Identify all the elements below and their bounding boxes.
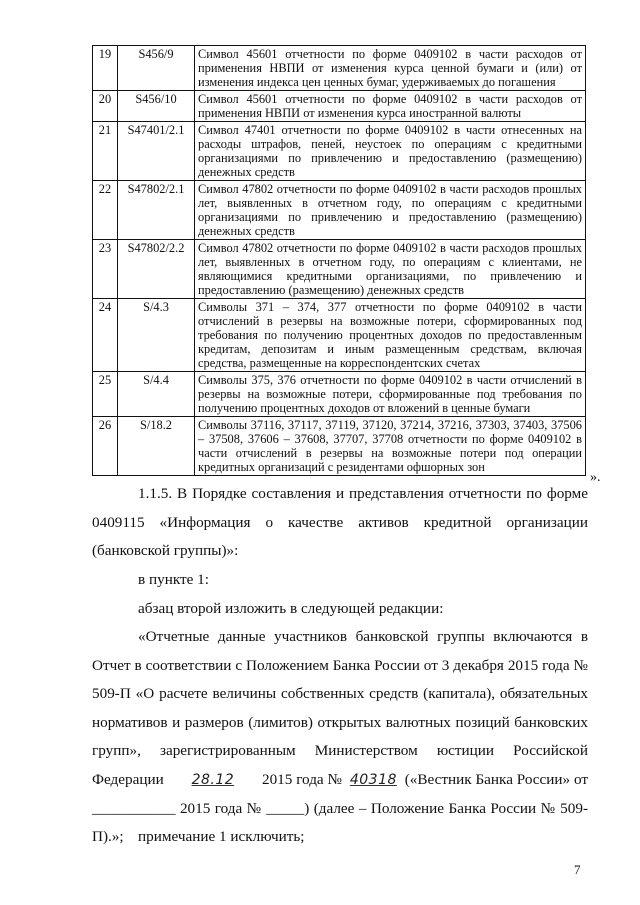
row-description: Символы 375, 376 отчетности по форме 0409102 в части отчислений в резервы на возможные потери, сформированные под требования по получению процентных доходов от вложений в ценные бумаги — [195, 372, 586, 417]
row-number: 21 — [93, 122, 118, 181]
table-row — [93, 240, 586, 299]
paragraph-note-1: примечание 1 исключить; — [138, 828, 305, 845]
quote-text-part-3: («Вестник Банка России» от ___________ 2015 года № _____) (далее – Положение Банка России № 509-П).»; — [92, 770, 588, 846]
handwritten-registration-number: 40318 — [349, 771, 397, 788]
row-description: Символы 371 – 374, 377 отчетности по форме 0409102 в части отчислений в резервы на возможные потери, сформированных под требования по получению процентных доходов по предоставленным кредитам, депозитам и иным размещенным средствам, включая средства, размещенные на корреспондентских счетах — [195, 299, 586, 372]
accounts-table-body — [93, 46, 586, 476]
row-description: Символ 47802 отчетности по форме 0409102 в части расходов прошлых лет, выявленных в отчетном году, по операциям с клиентами, не являющимися кредитными организациями, по привлечению и предоставлению (размещению) денежных средств — [195, 240, 586, 299]
row-description: Символы 37116, 37117, 37119, 37120, 37214, 37216, 37303, 37403, 37506 – 37508, 37606 – 37608, 37707, 37708 отчетности по форме 0409102 в части отчислений в резервы на возможные потери под операции кредитных организаций с резидентами офшорных зон — [195, 417, 586, 476]
handwritten-date: 28.12 — [191, 771, 235, 788]
page-number: 7 — [574, 862, 581, 877]
quote-text-part-2: 2015 года № — [258, 770, 346, 788]
row-code: S456/10 — [118, 91, 195, 122]
row-number: 23 — [93, 240, 118, 299]
table-row — [93, 91, 586, 122]
row-number: 24 — [93, 299, 118, 372]
row-description: Символ 47802 отчетности по форме 0409102 в части расходов прошлых лет, выявленных в отчетном году, по операциям с кредитными организациями по привлечению и предоставлению (размещению) денежных средств — [195, 181, 586, 240]
table-row — [93, 122, 586, 181]
row-description: Символ 47401 отчетности по форме 0409102 в части отнесенных на расходы штрафов, пеней, неустоек по операциям с кредитными организациями по привлечению и предоставлению (размещению) денежных средств — [195, 122, 586, 181]
row-code: S456/9 — [118, 46, 195, 91]
row-code: S47802/2.1 — [118, 181, 195, 240]
row-number: 26 — [93, 417, 118, 476]
paragraph-1-1-5: 1.1.5. В Порядке составления и представления отчетности по форме 0409115 «Информация о качестве активов кредитной организации (банковской группы)»: — [92, 485, 588, 560]
row-code: S47802/2.2 — [118, 240, 195, 299]
row-number: 22 — [93, 181, 118, 240]
paragraph-abzac: абзац второй изложить в следующей редакции: — [138, 600, 444, 617]
closing-quote: ». — [590, 470, 601, 485]
row-number: 20 — [93, 91, 118, 122]
table-row — [93, 299, 586, 372]
row-description: Символ 45601 отчетности по форме 0409102 в части расходов от применения НВПИ от изменения курса ценной бумаги и (или) от изменения индекса цен ценных бумаг, удерживаемых до погашения — [195, 46, 586, 91]
paragraph-quote — [92, 623, 588, 852]
table-row — [93, 181, 586, 240]
table-row — [93, 372, 586, 417]
quote-text-part-1: «Отчетные данные участников банковской группы включаются в Отчет в соответствии с Положением Банка России от 3 декабря 2015 года № 509-П «О расчете величины собственных средств (капитала), обязательных нормативов и размеров (лимитов) открытых валютных позиций банковских групп», зарегистрированным Министерством юстиции Российской Федерации — [92, 628, 588, 788]
row-number: 19 — [93, 46, 118, 91]
row-code: S47401/2.1 — [118, 122, 195, 181]
row-code: S/4.4 — [118, 372, 195, 417]
row-code: S/18.2 — [118, 417, 195, 476]
paragraph-point-1: в пункте 1: — [138, 571, 209, 588]
accounts-table — [92, 45, 586, 476]
row-code: S/4.3 — [118, 299, 195, 372]
table-row — [93, 46, 586, 91]
row-number: 25 — [93, 372, 118, 417]
row-description: Символ 45601 отчетности по форме 0409102 в части расходов от применения НВПИ от изменения курса иностранной валюты — [195, 91, 586, 122]
table-row — [93, 417, 586, 476]
